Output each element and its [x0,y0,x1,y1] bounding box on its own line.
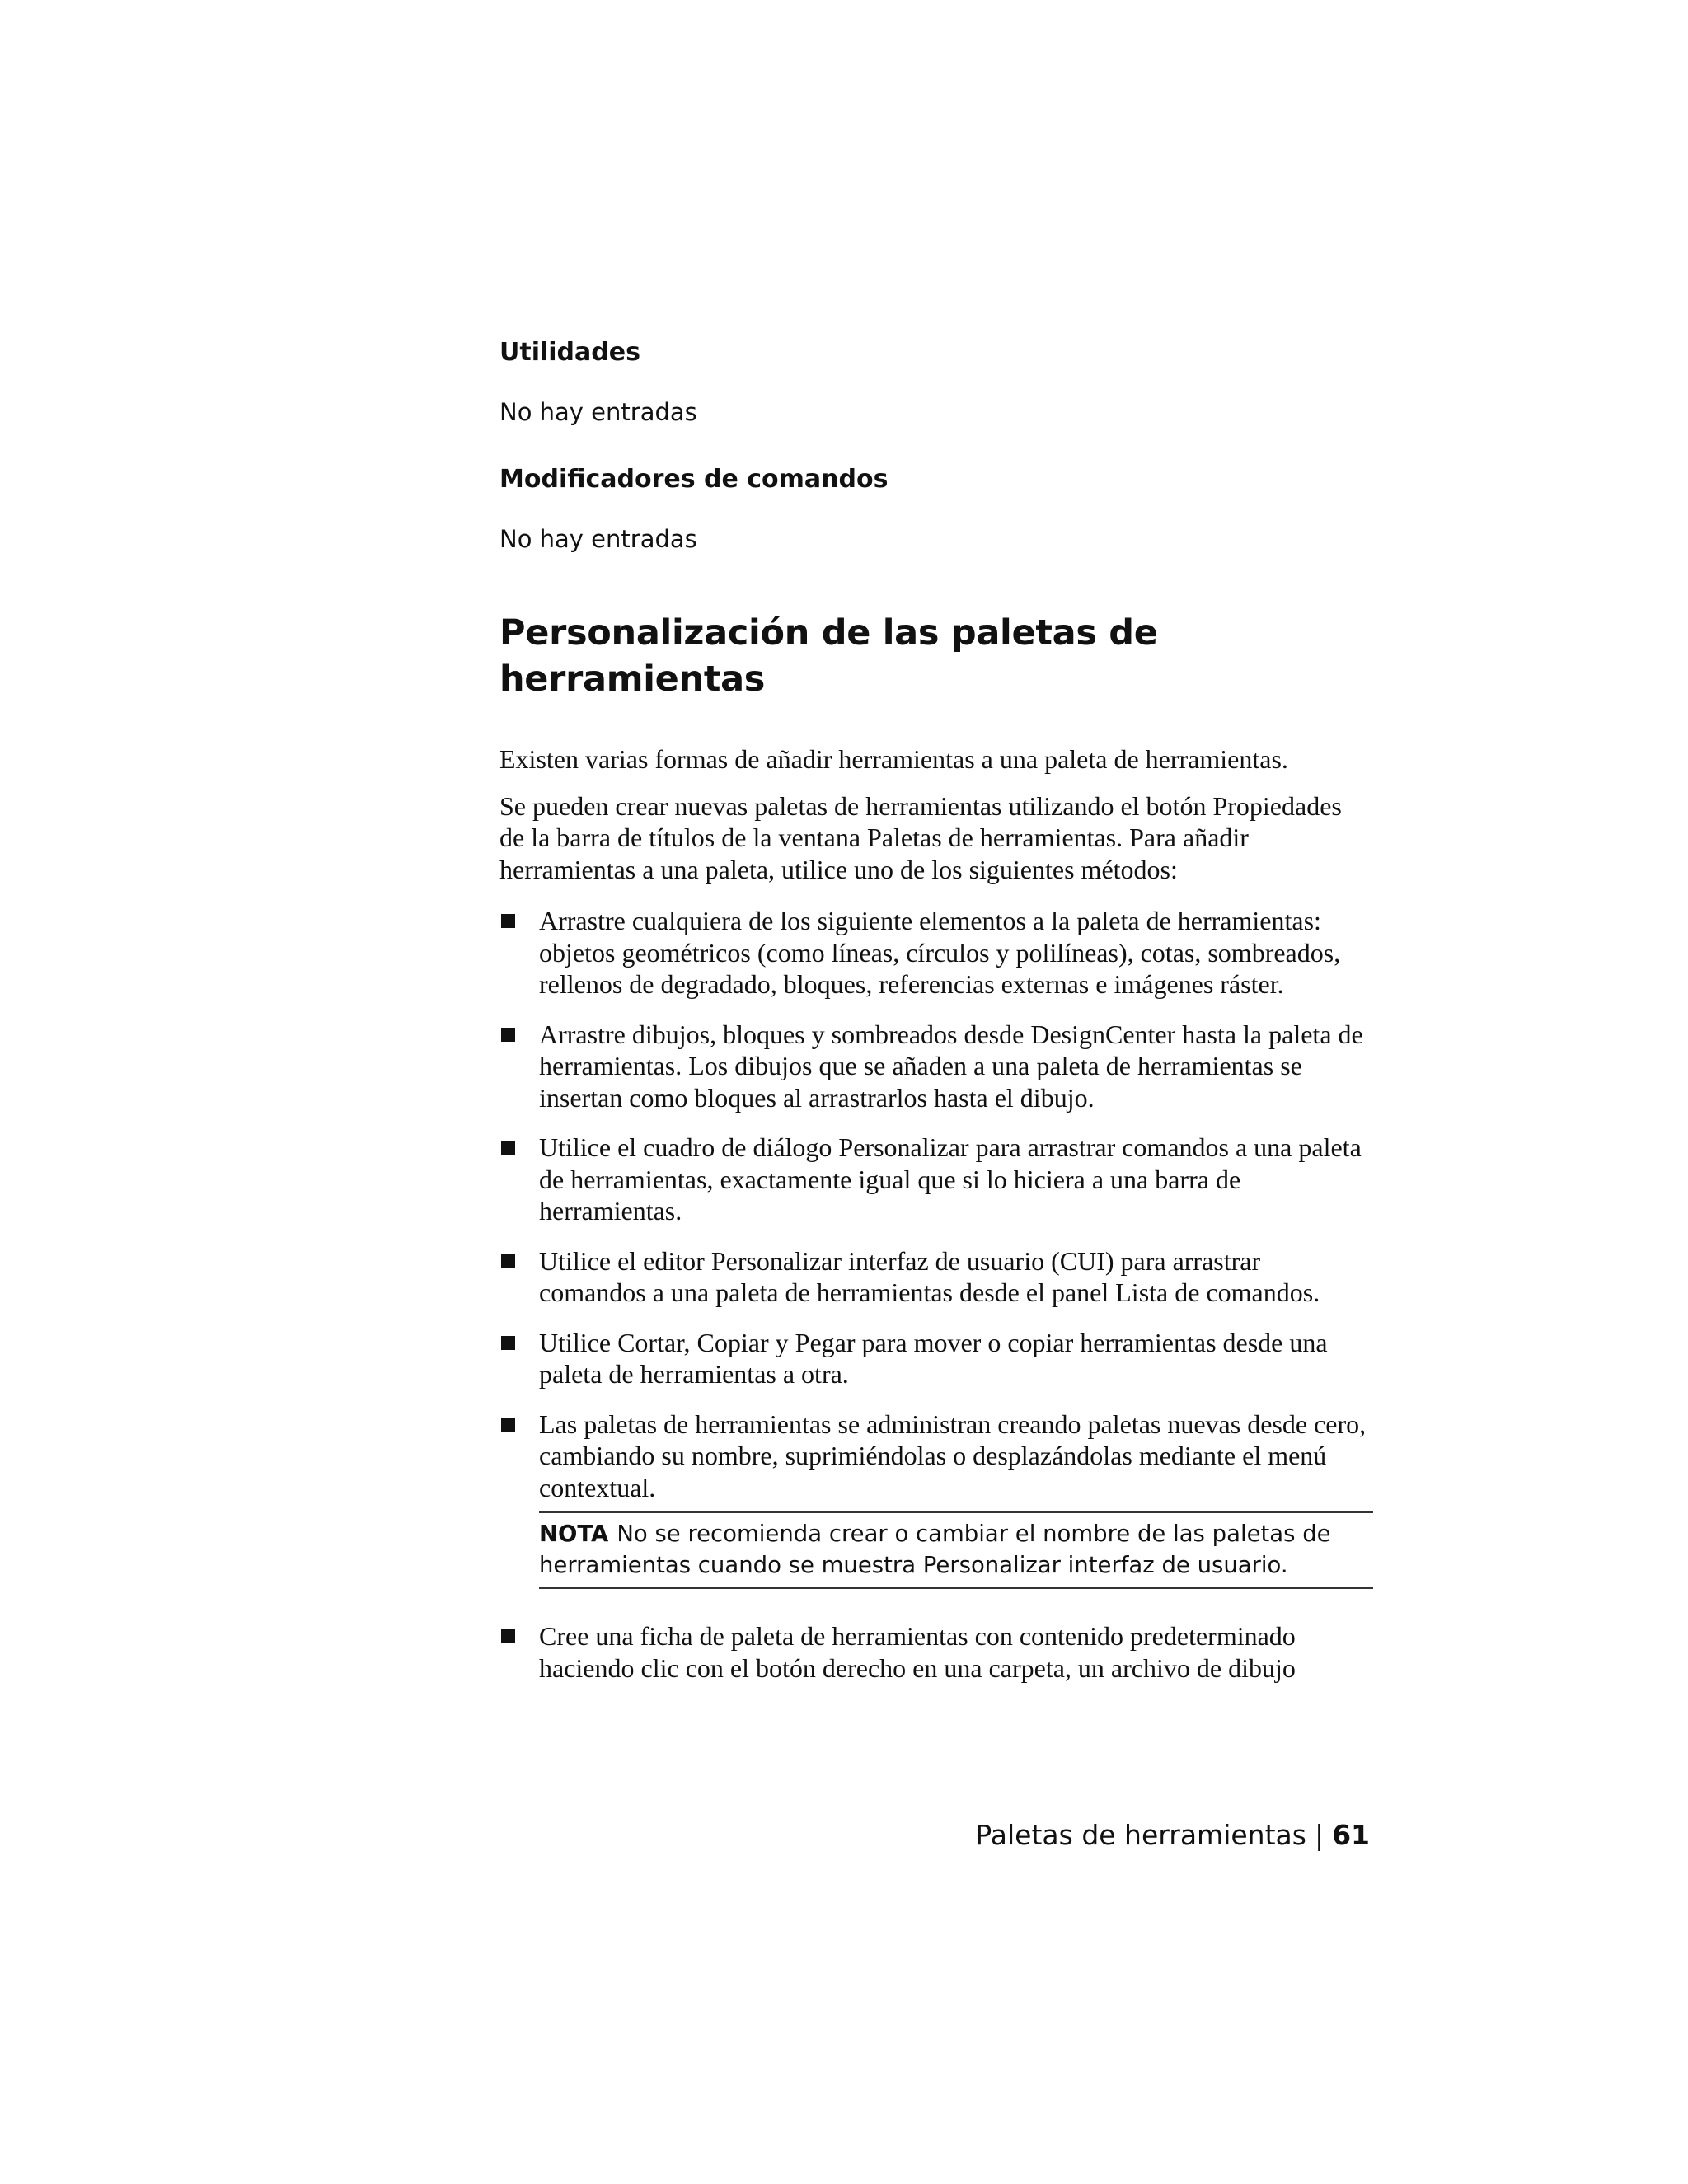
page-content [499,336,1373,1702]
section-title: Personalización de las paletas de herramientas [499,612,1158,700]
square-bullet-icon [501,914,515,928]
list-item [499,1019,1373,1114]
note-text: No se recomienda crear o cambiar el nombre de las paletas de herramientas cuando se muestra Personalizar interfaz de usuario. [539,1521,1331,1578]
methods-list-continued [499,1620,1373,1684]
square-bullet-icon [501,1028,515,1042]
page-footer [975,1817,1370,1854]
list-item-text: Arrastre cualquiera de los siguiente elementos a la paleta de herramientas: objetos geométricos (como líneas, círculos y polilíneas), cotas, sombreados, rellenos de degradado, bloques, referencias externas e imágenes ráster. [539,906,1341,999]
list-item-text: Utilice el editor Personalizar interfaz de usuario (CUI) para arrastrar comandos a una paleta de herramientas desde el panel Lista de comandos. [539,1245,1320,1307]
square-bullet-icon [501,1418,515,1432]
intro-paragraph-2: Se pueden crear nuevas paletas de herramientas utilizando el botón Propiedades de la barra de títulos de la ventana Paletas de herramientas. Para añadir herramientas a una paleta, utilice uno de los siguientes métodos: [499,790,1342,884]
methods-list [499,905,1373,1503]
modificadores-heading: Modificadores de comandos [499,465,889,494]
list-item [499,905,1373,1001]
list-item [499,1327,1373,1390]
list-item-text: Las paletas de herramientas se administran creando paletas nuevas desde cero, cambiando su nombre, suprimiéndolas o desplazándolas mediante el menú contextual. [539,1408,1367,1502]
list-item [499,1132,1373,1227]
note-label: NOTA [539,1521,609,1547]
utilidades-heading: Utilidades [499,338,640,367]
intro-paragraph-1: Existen varias formas de añadir herramientas a una paleta de herramientas. [499,744,1288,774]
list-item [499,1245,1373,1309]
square-bullet-icon [501,1141,515,1155]
square-bullet-icon [501,1336,515,1350]
list-item-text: Utilice Cortar, Copiar y Pegar para mover o copiar herramientas desde una paleta de herramientas a otra. [539,1327,1328,1389]
note-box [539,1511,1373,1589]
page-number: 61 [1332,1819,1370,1851]
modificadores-text: No hay entradas [499,525,697,553]
footer-chapter: Paletas de herramientas [975,1819,1306,1851]
list-item [499,1408,1373,1504]
footer-separator: | [1314,1819,1325,1851]
square-bullet-icon [501,1254,515,1268]
list-item-text: Arrastre dibujos, bloques y sombreados desde DesignCenter hasta la paleta de herramientas. Los dibujos que se añaden a una paleta de herramientas se insertan como bloques al arrastrarlos hasta el dibujo. [539,1019,1363,1113]
list-item-text: Cree una ficha de paleta de herramientas con contenido predeterminado haciendo clic con el botón derecho en una carpeta, un archivo de dibujo [539,1621,1296,1683]
list-item [499,1620,1373,1684]
utilidades-text: No hay entradas [499,398,697,426]
list-item-text: Utilice el cuadro de diálogo Personalizar para arrastrar comandos a una paleta de herramientas, exactamente igual que si lo hiciera a una barra de herramientas. [539,1132,1362,1226]
square-bullet-icon [501,1629,515,1643]
